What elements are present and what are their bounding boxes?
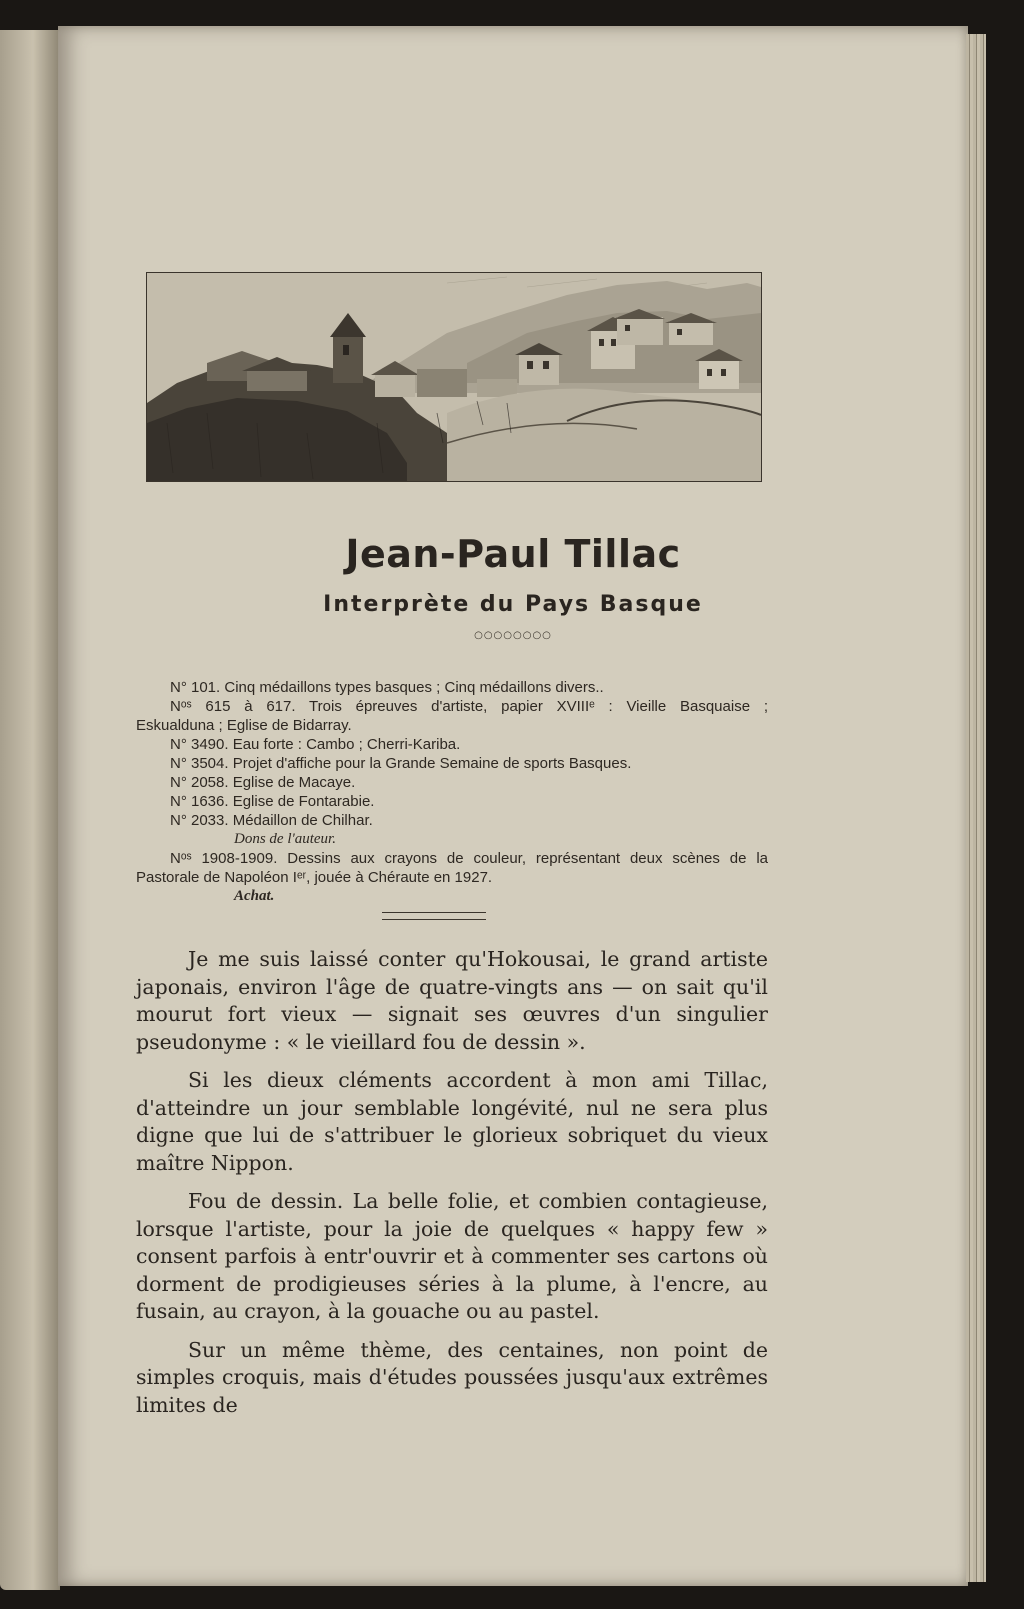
catalog-entry: N° 101. Cinq médaillons types basques ; Cinq médaillons divers.. xyxy=(170,679,604,696)
catalog-entry: Nᵒˢ 615 à 617. Trois épreuves d'artiste, papier XVIIIᵉ : Vieille Basquaise ; xyxy=(170,698,768,715)
catalog-entry: Pastorale de Napoléon Iᵉʳ, jouée à Chéraute en 1927. xyxy=(136,869,493,886)
facing-page-edge xyxy=(0,30,60,1590)
catalog-entry: N° 3504. Projet d'affiche pour la Grande Semaine de sports Basques. xyxy=(170,755,632,772)
catalog-credit: Dons de l'auteur. xyxy=(234,831,336,847)
ornament-divider: ○○○○○○○○ xyxy=(474,630,552,641)
article-body xyxy=(136,946,768,1430)
catalog-entry: N° 2058. Eglise de Macaye. xyxy=(170,774,356,791)
body-paragraph: Je me suis laissé conter qu'Hokousai, le grand artiste japonais, environ l'âge de quatre-vingts ans — on sait qu'il mourut fort vieux — signait ses œuvres d'un singulier pseudonyme : « le vieillard fou de dessin ». xyxy=(136,947,768,1054)
body-paragraph: Fou de dessin. La belle folie, et combien contagieuse, lorsque l'artiste, pour la joie de quelques « happy few » consent parfois à entr'ouvrir et à commenter ses cartons où dorment de prodigieuses séries à la plume, à l'encre, au fusain, au crayon, à la gouache ou au pastel. xyxy=(136,1189,768,1323)
catalog-entry: N° 1636. Eglise de Fontarabie. xyxy=(170,793,375,810)
article-title: Jean-Paul Tillac xyxy=(345,532,681,576)
body-paragraph: Si les dieux cléments accordent à mon ami Tillac, d'atteindre un jour semblable longévité, nul ne sera plus digne que lui de s'attribuer le glorieux sobriquet du vieux maître Nippon. xyxy=(136,1068,768,1175)
catalog-entry: N° 2033. Médaillon de Chilhar. xyxy=(170,812,373,829)
section-rule xyxy=(382,912,486,920)
catalog-entry: Eskualduna ; Eglise de Bidarray. xyxy=(136,717,352,734)
catalog-entry: N° 3490. Eau forte : Cambo ; Cherri-Kariba. xyxy=(170,736,461,753)
village-illustration xyxy=(146,272,762,482)
catalog-list xyxy=(136,678,768,906)
page-stack-edge xyxy=(966,34,986,1582)
article-subtitle: Interprète du Pays Basque xyxy=(323,592,703,617)
body-paragraph: Sur un même thème, des centaines, non point de simples croquis, mais d'études poussées jusqu'aux extrêmes limites de xyxy=(136,1337,768,1417)
catalog-credit: Achat. xyxy=(234,888,275,904)
catalog-entry: Nᵒˢ 1908-1909. Dessins aux crayons de couleur, représentant deux scènes de la xyxy=(170,850,768,867)
